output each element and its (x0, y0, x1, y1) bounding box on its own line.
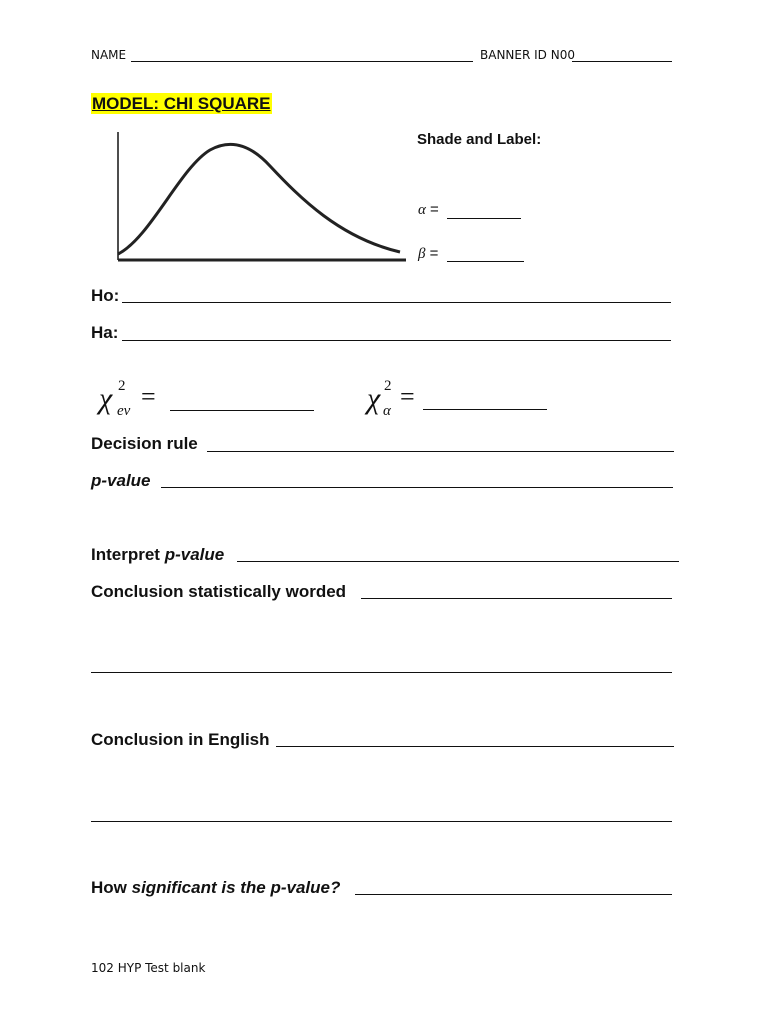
banner-id-field[interactable] (572, 61, 672, 62)
banner-id-label: BANNER ID N00 (480, 48, 575, 62)
name-field[interactable] (131, 61, 473, 62)
ho-field[interactable] (122, 302, 671, 303)
conclusion-english-field-line-2[interactable] (91, 821, 672, 822)
p-value-label: p-value (91, 471, 151, 490)
decision-rule-field[interactable] (207, 451, 674, 452)
conclusion-stat-field[interactable] (361, 598, 672, 599)
ha-field[interactable] (122, 340, 671, 341)
ho-label: Ho: (91, 286, 120, 305)
interpret-p-value-label: Interpret p-value (91, 545, 225, 564)
alpha-field[interactable] (447, 218, 521, 219)
conclusion-english-field[interactable] (276, 746, 674, 747)
ha-label: Ha: (91, 323, 119, 342)
interpret-p-value-field[interactable] (237, 561, 679, 562)
chi-alpha-symbol: χ 2 α = (367, 378, 415, 419)
chi-ev-field[interactable] (170, 410, 314, 411)
footer-text: 102 HYP Test blank (91, 961, 206, 975)
p-value-field[interactable] (161, 487, 673, 488)
chi-square-curve-figure (110, 128, 410, 266)
beta-label: β = (418, 245, 439, 262)
alpha-label: α = (418, 201, 439, 218)
how-significant-label: How significant is the p-value? (91, 878, 341, 897)
conclusion-stat-label: Conclusion statistically worded (91, 582, 347, 601)
conclusion-english-label: Conclusion in English (91, 730, 270, 749)
chi-alpha-field[interactable] (423, 409, 547, 410)
page-title: MODEL: CHI SQUARE (92, 94, 271, 113)
name-label: NAME (91, 48, 127, 62)
distribution-curve (118, 144, 400, 254)
conclusion-stat-field-line-2[interactable] (91, 672, 672, 673)
shade-label-heading: Shade and Label: (417, 131, 542, 148)
beta-field[interactable] (447, 261, 524, 262)
chi-ev-symbol: χ 2 ev = (99, 378, 156, 419)
how-significant-field[interactable] (355, 894, 672, 895)
decision-rule-label: Decision rule (91, 434, 198, 453)
